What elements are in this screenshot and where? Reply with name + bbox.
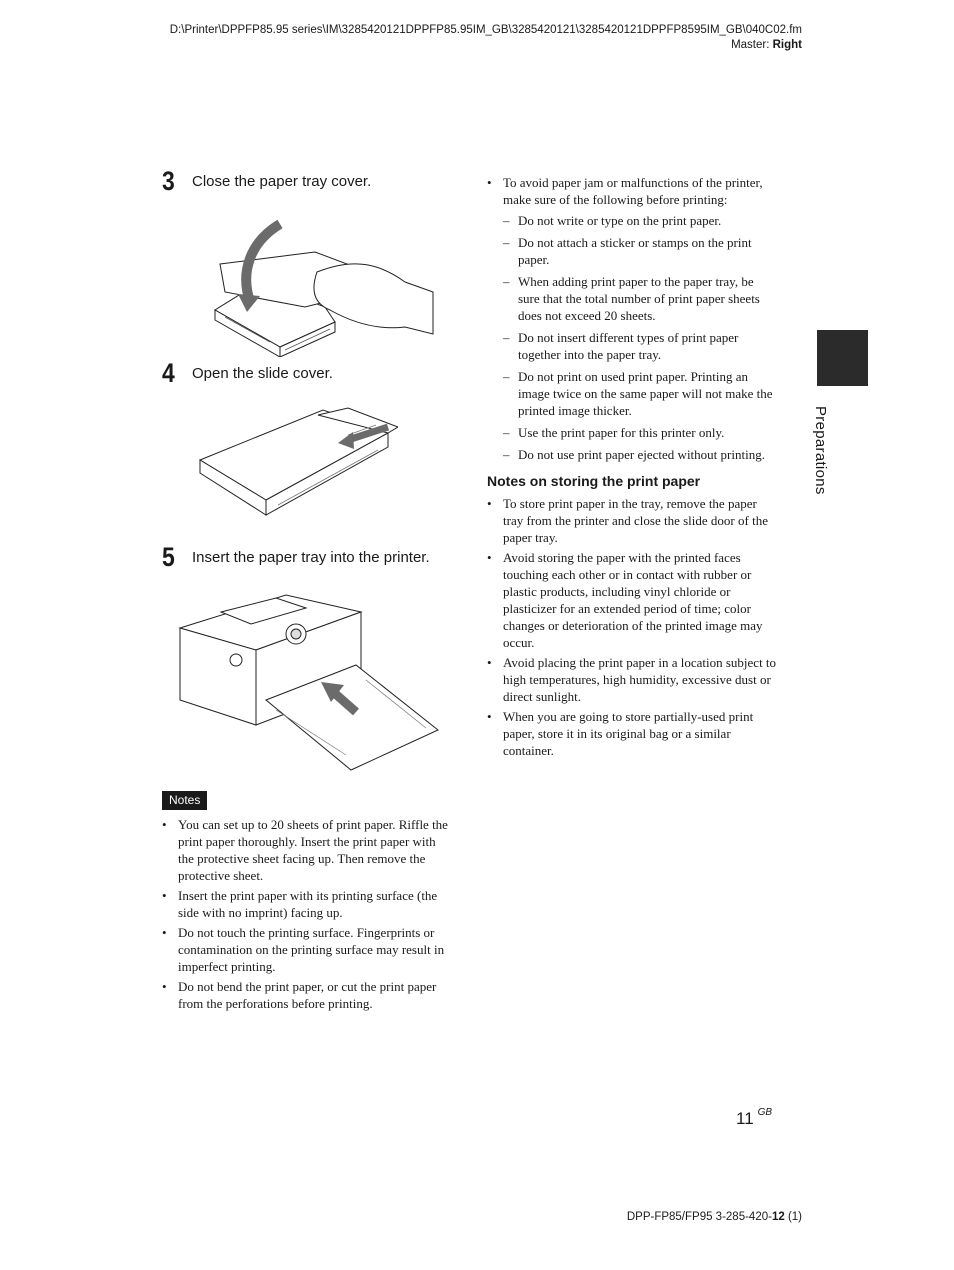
list-item: • To store print paper in the tray, remove the paper tray from the printer and close the slide door of the paper tray. bbox=[487, 495, 777, 546]
list-item bbox=[487, 174, 777, 463]
page-number bbox=[736, 1109, 772, 1129]
step-text: Open the slide cover. bbox=[192, 365, 333, 382]
page-number-value: 11 bbox=[736, 1109, 754, 1128]
file-path-header bbox=[170, 23, 802, 53]
notes-badge: Notes bbox=[162, 791, 207, 810]
storing-heading: Notes on storing the print paper bbox=[487, 473, 701, 489]
master-label: Master: bbox=[731, 39, 773, 51]
step-number: 4 bbox=[162, 358, 175, 388]
insert-paper-tray-illustration bbox=[176, 590, 441, 772]
sublist-item: – Do not insert different types of print paper together into the paper tray. bbox=[503, 329, 777, 363]
sublist-item: – Do not print on used print paper. Printing an image twice on the same paper will not make the printed image thicker. bbox=[503, 368, 777, 419]
step-5 bbox=[162, 542, 430, 573]
list-item: • Avoid placing the print paper in a location subject to high temperatures, high humidity, excessive dust or direct sunlight. bbox=[487, 654, 777, 705]
footer-edition: (1) bbox=[784, 1211, 802, 1223]
page-suffix: GB bbox=[757, 1107, 773, 1118]
notes-list bbox=[162, 816, 454, 1015]
step-number: 5 bbox=[162, 542, 175, 572]
list-item: • Do not bend the print paper, or cut the print paper from the perforations before printing. bbox=[162, 978, 454, 1012]
section-tab-marker bbox=[817, 330, 868, 386]
list-item: • Insert the print paper with its printing surface (the side with no imprint) facing up. bbox=[162, 887, 454, 921]
master-value: Right bbox=[772, 39, 802, 51]
sublist-item: – When adding print paper to the paper tray, be sure that the total number of print paper sheets does not exceed 20 sheets. bbox=[503, 273, 777, 324]
paper-precautions-list bbox=[487, 174, 777, 468]
master-line bbox=[170, 38, 802, 53]
list-item: • When you are going to store partially-used print paper, store it in its original bag or a similar container. bbox=[487, 708, 777, 759]
footer-model-code bbox=[627, 1211, 802, 1223]
close-tray-cover-illustration bbox=[205, 212, 435, 357]
step-text: Close the paper tray cover. bbox=[192, 173, 372, 190]
step-number: 3 bbox=[162, 166, 175, 196]
list-item: • Do not touch the printing surface. Fingerprints or contamination on the printing surface may result in imperfect printing. bbox=[162, 924, 454, 975]
list-item: • You can set up to 20 sheets of print paper. Riffle the print paper thoroughly. Insert the print paper with the protective sheet facing up. Then remove the protective sheet. bbox=[162, 816, 454, 884]
sublist-item: – Use the print paper for this printer only. bbox=[503, 424, 777, 441]
storing-notes-list bbox=[487, 495, 777, 762]
list-item: • Avoid storing the paper with the printed faces touching each other or in contact with rubber or plastic products, including vinyl chloride or plasticizer for an extended period of time; color changes or deterioration of the printed image may occur. bbox=[487, 549, 777, 651]
sublist-item: – Do not attach a sticker or stamps on the print paper. bbox=[503, 234, 777, 268]
footer-revision: 12 bbox=[771, 1211, 785, 1223]
footer-model: DPP-FP85/FP95 3-285-420- bbox=[626, 1211, 772, 1223]
sublist-item: – Do not write or type on the print paper. bbox=[503, 212, 777, 229]
step-text: Insert the paper tray into the printer. bbox=[192, 549, 430, 566]
slide-cover-illustration bbox=[198, 405, 398, 520]
file-path: D:\Printer\DPPFP85.95 series\IM\3285420121DPPFP85.95IM_GB\3285420121\3285420121DPPFP8595IM_GB\040C02.fm bbox=[169, 24, 802, 36]
sublist-item: – Do not use print paper ejected without printing. bbox=[503, 446, 777, 463]
intro-text: To avoid paper jam or malfunctions of the printer, make sure of the following before printing: bbox=[503, 175, 763, 207]
step-3 bbox=[162, 166, 371, 197]
precautions-sublist bbox=[503, 212, 777, 463]
section-tab-label: Preparations bbox=[812, 406, 829, 495]
step-4 bbox=[162, 358, 333, 389]
